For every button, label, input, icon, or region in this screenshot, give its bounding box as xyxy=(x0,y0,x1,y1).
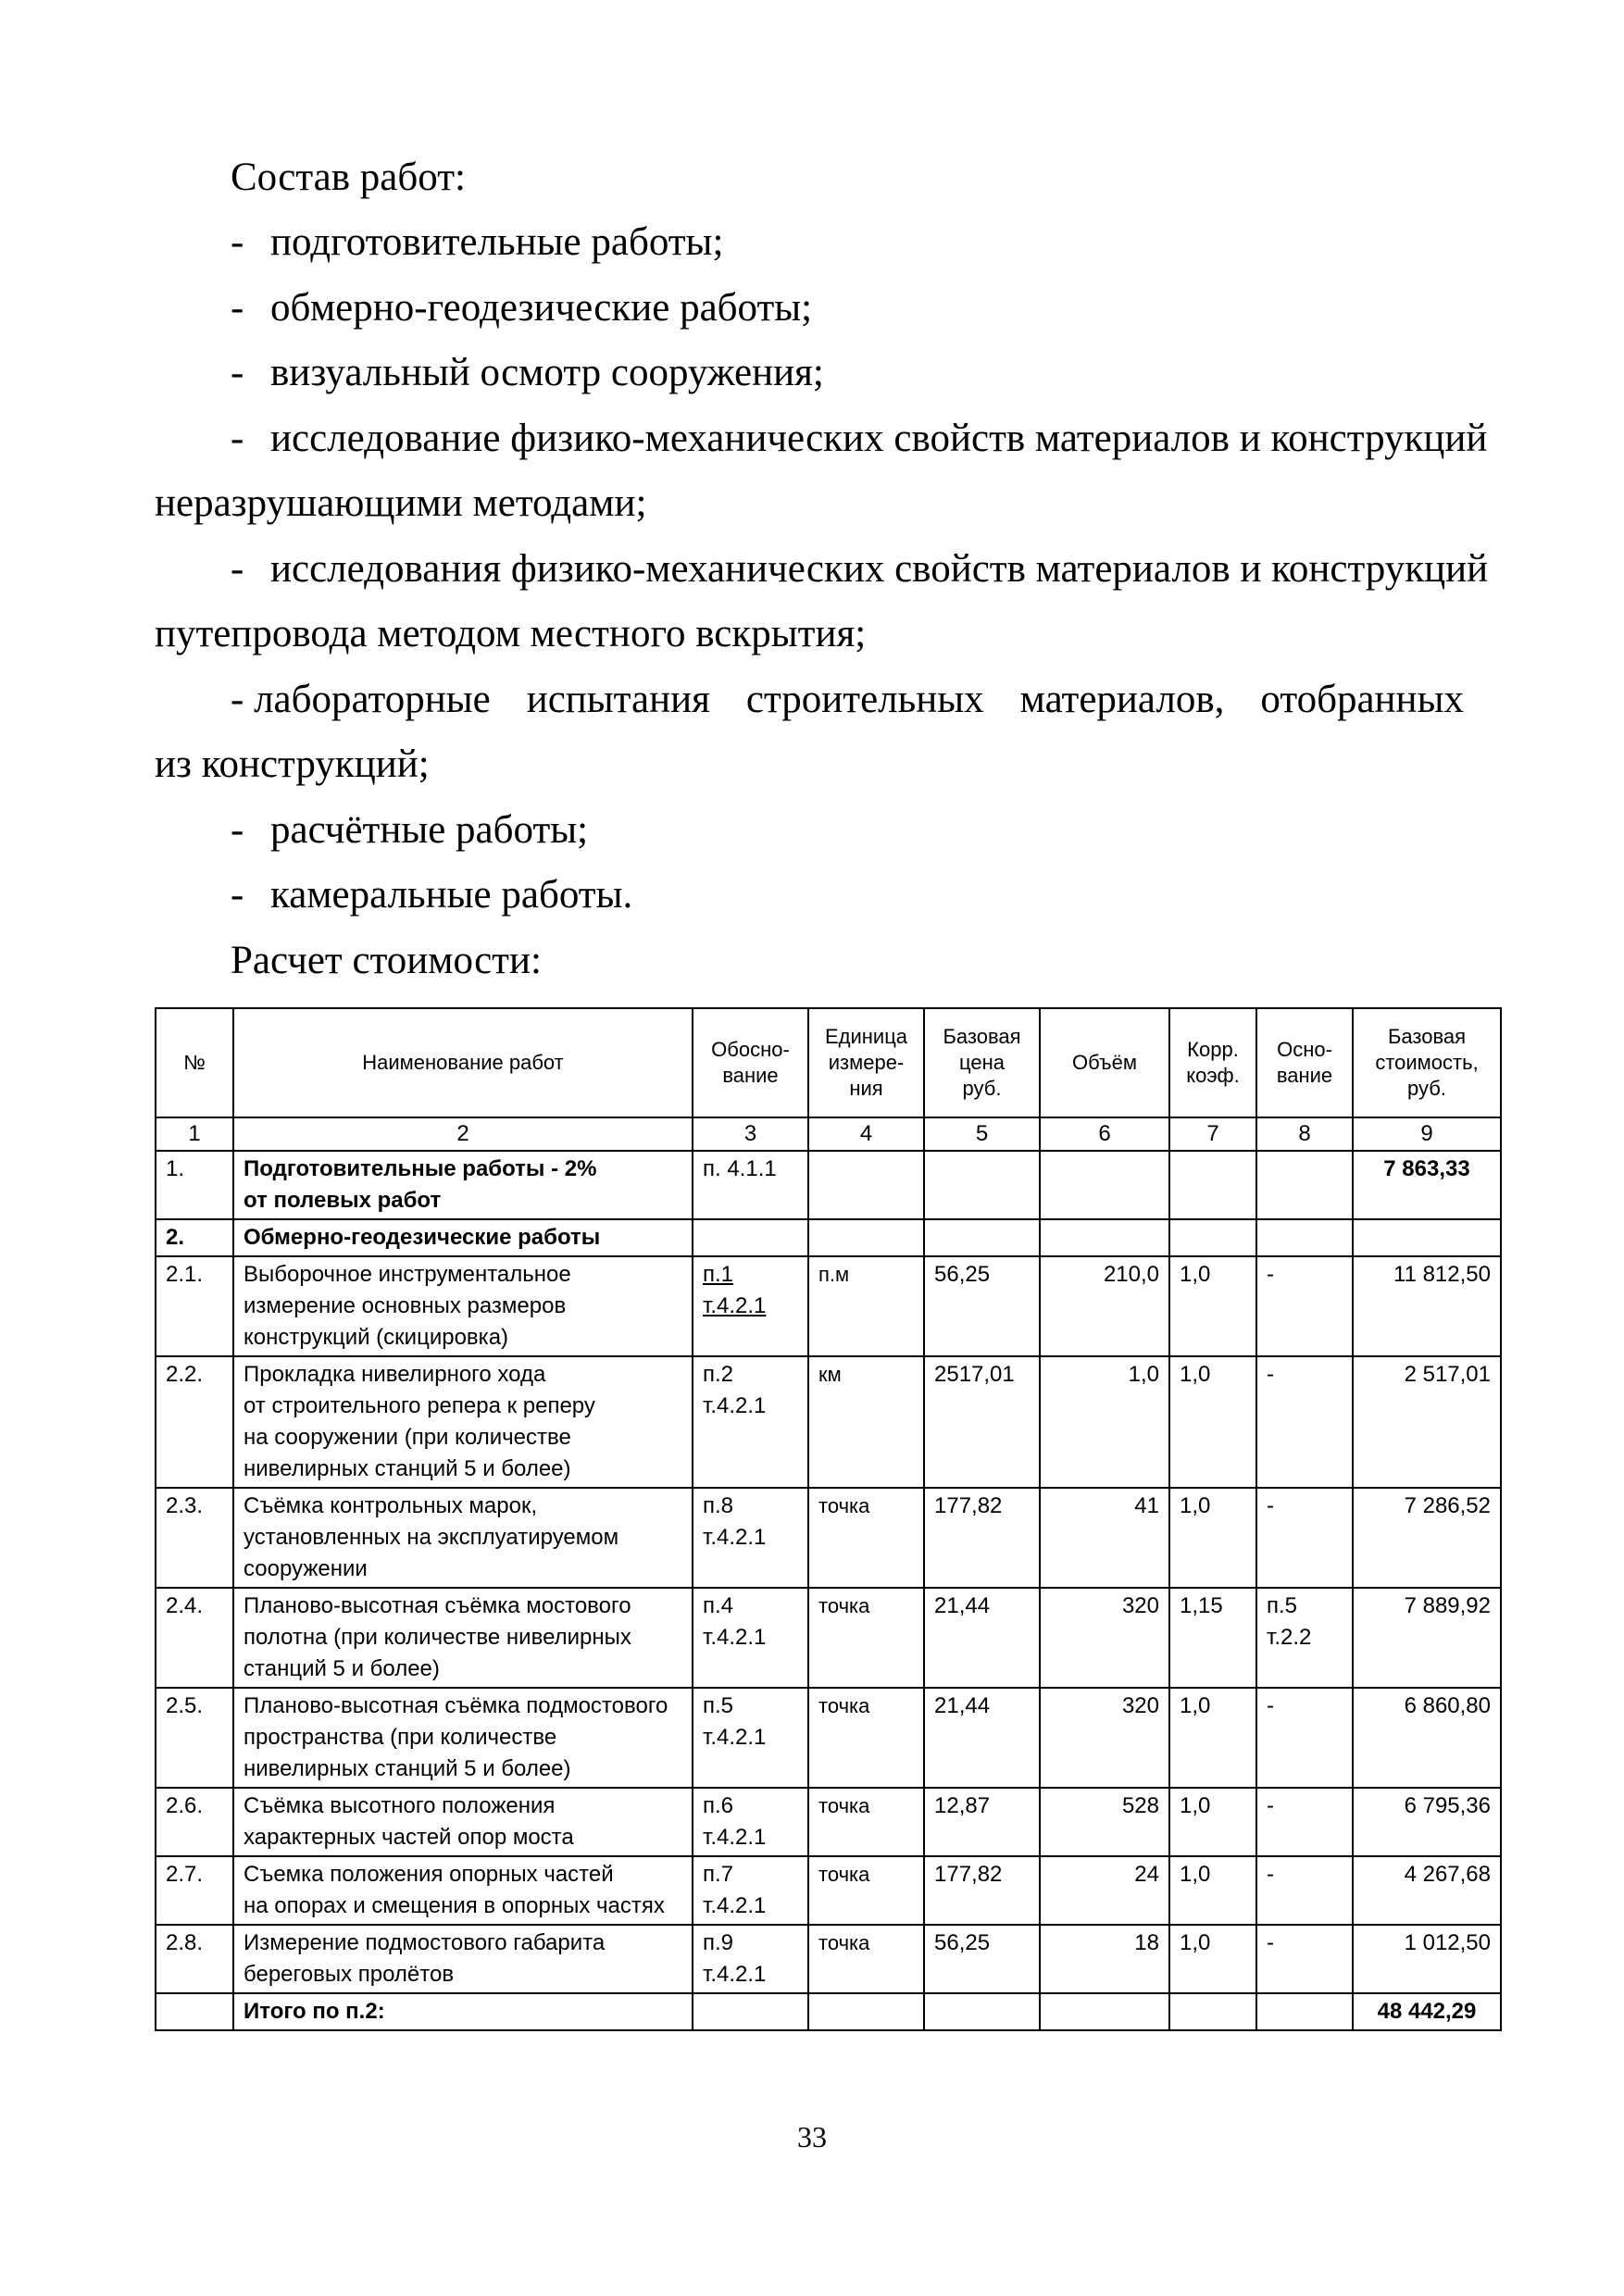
row-coefficient: 1,0 xyxy=(1169,1356,1256,1488)
list-dash: - xyxy=(231,220,244,264)
header-unit xyxy=(808,1008,924,1117)
basis-line: п.5 xyxy=(1267,1593,1298,1618)
row-justification xyxy=(693,1256,808,1356)
header-line: ния xyxy=(849,1077,883,1100)
empty-cell xyxy=(924,1993,1040,2030)
row-name xyxy=(233,1788,693,1856)
table-row xyxy=(156,1688,1501,1788)
list-item-continuation: из конструкций; xyxy=(155,742,430,786)
row-volume: 1,0 xyxy=(1040,1356,1169,1488)
row-justification: п. 4.1.1 xyxy=(693,1151,808,1219)
row-price: 21,44 xyxy=(924,1688,1040,1788)
empty-cell xyxy=(693,1219,808,1256)
row-volume: 320 xyxy=(1040,1588,1169,1688)
row-justification xyxy=(693,1856,808,1925)
row-volume: 41 xyxy=(1040,1488,1169,1588)
name-line: на сооружении (при количестве xyxy=(244,1425,571,1450)
empty-cell xyxy=(808,1219,924,1256)
basis-line: т.2.2 xyxy=(1267,1625,1312,1650)
list-item: расчётные работы; xyxy=(270,808,589,852)
table-row xyxy=(156,1219,1501,1256)
header-line: измере- xyxy=(828,1051,905,1074)
row-volume: 528 xyxy=(1040,1788,1169,1856)
row-volume: 18 xyxy=(1040,1925,1169,1993)
column-number: 9 xyxy=(1353,1117,1501,1151)
total-label: Итого по п.2: xyxy=(233,1993,693,2030)
row-coefficient: 1,0 xyxy=(1169,1856,1256,1925)
row-unit: точка xyxy=(808,1788,924,1856)
row-number: 2.2. xyxy=(156,1356,233,1488)
header-line: Базовая xyxy=(1387,1025,1467,1048)
header-line: вание xyxy=(1276,1064,1333,1087)
header-line: Обосно- xyxy=(711,1038,790,1061)
row-number: 1. xyxy=(156,1151,233,1219)
basis-line: т.4.2.1 xyxy=(703,1393,767,1418)
row-cost: 4 267,68 xyxy=(1353,1856,1501,1925)
row-number: 2.3. xyxy=(156,1488,233,1588)
table-row xyxy=(156,1488,1501,1588)
row-price xyxy=(924,1151,1040,1219)
page-number: 33 xyxy=(797,2120,827,2153)
empty-cell xyxy=(924,1219,1040,1256)
total-value: 48 442,29 xyxy=(1353,1993,1501,2030)
table-row xyxy=(156,1925,1501,1993)
column-number: 6 xyxy=(1040,1117,1169,1151)
name-line: Планово-высотная съёмка мостового xyxy=(244,1593,631,1618)
empty-cell xyxy=(1256,1219,1353,1256)
row-coefficient: 1,0 xyxy=(1169,1925,1256,1993)
row-coefficient: 1,0 xyxy=(1169,1256,1256,1356)
name-line: установленных на эксплуатируемом xyxy=(244,1525,619,1550)
row-basis: - xyxy=(1256,1788,1353,1856)
table-row xyxy=(156,1588,1501,1688)
row-name xyxy=(233,1588,693,1688)
word: строительных xyxy=(745,678,984,721)
column-number: 3 xyxy=(693,1117,808,1151)
cost-calculation-heading: Расчет стоимости: xyxy=(231,939,542,982)
name-line: Планово-высотная съёмка подмостового xyxy=(244,1693,668,1718)
row-basis: - xyxy=(1256,1356,1353,1488)
column-number: 5 xyxy=(924,1117,1040,1151)
row-basis: - xyxy=(1256,1856,1353,1925)
column-number: 8 xyxy=(1256,1117,1353,1151)
row-volume: 210,0 xyxy=(1040,1256,1169,1356)
empty-cell xyxy=(693,1993,808,2030)
name-line: от строительного репера к реперу xyxy=(244,1393,595,1418)
list-item-justified xyxy=(231,680,1464,719)
list-item-continuation: неразрушающими методами; xyxy=(155,481,647,525)
header-base-cost xyxy=(1353,1008,1501,1117)
row-justification xyxy=(693,1356,808,1488)
row-unit: п.м xyxy=(808,1256,924,1356)
table-header-row xyxy=(156,1008,1501,1117)
header-number: № xyxy=(156,1008,233,1117)
column-number: 2 xyxy=(233,1117,693,1151)
basis-line: т.4.2.1 xyxy=(703,1893,767,1918)
empty-cell xyxy=(1040,1219,1169,1256)
header-line: руб. xyxy=(962,1077,1002,1100)
word: отобранных xyxy=(1260,678,1464,721)
row-price: 2517,01 xyxy=(924,1356,1040,1488)
basis-line: п.4 xyxy=(703,1593,734,1618)
list-dash: - xyxy=(231,286,244,330)
row-name xyxy=(233,1925,693,1993)
row-volume: 24 xyxy=(1040,1856,1169,1925)
table-column-numbers-row xyxy=(156,1117,1501,1151)
list-dash: - xyxy=(231,351,244,394)
row-unit: точка xyxy=(808,1856,924,1925)
header-line: Корр. xyxy=(1187,1038,1239,1061)
row-justification xyxy=(693,1688,808,1788)
name-line: нивелирных станций 5 и более) xyxy=(244,1456,571,1481)
table-row xyxy=(156,1856,1501,1925)
name-line: измерение основных размеров xyxy=(244,1293,567,1318)
row-basis: - xyxy=(1256,1688,1353,1788)
empty-cell xyxy=(156,1993,233,2030)
row-number: 2.7. xyxy=(156,1856,233,1925)
row-unit: точка xyxy=(808,1688,924,1788)
row-number: 2.5. xyxy=(156,1688,233,1788)
list-dash: - xyxy=(231,547,244,591)
row-volume xyxy=(1040,1151,1169,1219)
name-line: пространства (при количестве xyxy=(244,1725,557,1750)
header-base-price xyxy=(924,1008,1040,1117)
row-name xyxy=(233,1688,693,1788)
row-cost: 6 795,36 xyxy=(1353,1788,1501,1856)
row-cost: 2 517,01 xyxy=(1353,1356,1501,1488)
row-name xyxy=(233,1151,693,1219)
list-dash: - xyxy=(231,417,244,460)
row-price: 177,82 xyxy=(924,1856,1040,1925)
row-number: 2. xyxy=(156,1219,233,1256)
name-line: Измерение подмостового габарита xyxy=(244,1930,606,1955)
word: - лабораторные xyxy=(231,678,491,721)
row-justification xyxy=(693,1588,808,1688)
name-line: характерных частей опор моста xyxy=(244,1825,574,1850)
name-line: Съёмка высотного положения xyxy=(244,1793,556,1818)
header-basis xyxy=(1256,1008,1353,1117)
row-number: 2.1. xyxy=(156,1256,233,1356)
row-basis xyxy=(1256,1151,1353,1219)
row-basis: - xyxy=(1256,1488,1353,1588)
row-unit: точка xyxy=(808,1925,924,1993)
basis-line: т.4.2.1 xyxy=(703,1962,767,1987)
row-price: 12,87 xyxy=(924,1788,1040,1856)
row-coefficient: 1,0 xyxy=(1169,1488,1256,1588)
basis-line: п.7 xyxy=(703,1862,734,1887)
row-justification xyxy=(693,1925,808,1993)
basis-line: п.9 xyxy=(703,1930,734,1955)
table-total-row xyxy=(156,1993,1501,2030)
header-line: вание xyxy=(722,1064,779,1087)
basis-line: п.6 xyxy=(703,1793,734,1818)
empty-cell xyxy=(1040,1993,1169,2030)
row-unit: км xyxy=(808,1356,924,1488)
header-line: Базовая xyxy=(943,1025,1021,1048)
basis-line: т.4.2.1 xyxy=(703,1525,767,1550)
row-justification xyxy=(693,1488,808,1588)
empty-cell xyxy=(1353,1219,1501,1256)
table-row xyxy=(156,1356,1501,1488)
row-name xyxy=(233,1488,693,1588)
name-line: Прокладка нивелирного хода xyxy=(244,1362,546,1387)
name-line: береговых пролётов xyxy=(244,1962,455,1987)
list-item: подготовительные работы; xyxy=(270,220,724,264)
word: испытания xyxy=(526,678,710,721)
row-justification xyxy=(693,1788,808,1856)
basis-line: п.2 xyxy=(703,1362,734,1387)
row-name xyxy=(233,1256,693,1356)
row-coefficient: 1,0 xyxy=(1169,1788,1256,1856)
row-number: 2.6. xyxy=(156,1788,233,1856)
name-line: Выборочное инструментальное xyxy=(244,1262,571,1287)
empty-cell xyxy=(1169,1219,1256,1256)
basis-line: п.1 xyxy=(703,1262,734,1287)
row-cost: 6 860,80 xyxy=(1353,1688,1501,1788)
name-line: Съемка положения опорных частей xyxy=(244,1862,614,1887)
basis-line: т.4.2.1 xyxy=(703,1293,767,1318)
header-line: Осно- xyxy=(1277,1038,1332,1061)
name-line: на опорах и смещения в опорных частях xyxy=(244,1893,665,1918)
list-item: исследование физико-механических свойств материалов и конструкций xyxy=(270,417,1488,460)
row-unit: точка xyxy=(808,1488,924,1588)
empty-cell xyxy=(808,1993,924,2030)
basis-line: т.4.2.1 xyxy=(703,1725,767,1750)
name-line: от полевых работ xyxy=(244,1188,442,1213)
header-volume: Объём xyxy=(1040,1008,1169,1117)
row-name: Обмерно-геодезические работы xyxy=(233,1219,693,1256)
name-line: нивелирных станций 5 и более) xyxy=(244,1756,571,1781)
name-line: станций 5 и более) xyxy=(244,1656,440,1681)
row-number: 2.4. xyxy=(156,1588,233,1688)
name-line: Съёмка контрольных марок, xyxy=(244,1493,538,1518)
name-line: сооружении xyxy=(244,1556,368,1581)
row-basis: - xyxy=(1256,1925,1353,1993)
row-number: 2.8. xyxy=(156,1925,233,1993)
table-row xyxy=(156,1256,1501,1356)
row-volume: 320 xyxy=(1040,1688,1169,1788)
row-basis: - xyxy=(1256,1256,1353,1356)
row-cost: 7 889,92 xyxy=(1353,1588,1501,1688)
header-line: цена xyxy=(959,1051,1005,1074)
list-item: визуальный осмотр сооружения; xyxy=(270,351,824,394)
empty-cell xyxy=(1256,1993,1353,2030)
name-line: конструкций (скицировка) xyxy=(244,1325,509,1350)
basis-line: т.4.2.1 xyxy=(703,1825,767,1850)
row-coefficient xyxy=(1169,1151,1256,1219)
header-name: Наименование работ xyxy=(233,1008,693,1117)
row-unit xyxy=(808,1151,924,1219)
row-price: 56,25 xyxy=(924,1925,1040,1993)
row-price: 177,82 xyxy=(924,1488,1040,1588)
row-name xyxy=(233,1856,693,1925)
header-line: руб. xyxy=(1407,1077,1446,1100)
row-name xyxy=(233,1356,693,1488)
column-number: 1 xyxy=(156,1117,233,1151)
empty-cell xyxy=(1169,1993,1256,2030)
header-line: стоимость, xyxy=(1375,1051,1479,1074)
row-coefficient: 1,15 xyxy=(1169,1588,1256,1688)
column-number: 7 xyxy=(1169,1117,1256,1151)
basis-line: п.5 xyxy=(703,1693,734,1718)
work-composition-heading: Состав работ: xyxy=(231,156,466,199)
table-row xyxy=(156,1788,1501,1856)
list-dash: - xyxy=(231,808,244,852)
header-line: коэф. xyxy=(1186,1064,1240,1087)
row-unit: точка xyxy=(808,1588,924,1688)
row-coefficient: 1,0 xyxy=(1169,1688,1256,1788)
header-line: Единица xyxy=(824,1025,908,1048)
list-item: исследования физико-механических свойств материалов и конструкций xyxy=(270,547,1489,591)
list-item-continuation: путепровода методом местного вскрытия; xyxy=(155,612,867,655)
header-justification xyxy=(693,1008,808,1117)
row-cost: 1 012,50 xyxy=(1353,1925,1501,1993)
list-item: камеральные работы. xyxy=(270,873,633,917)
row-basis xyxy=(1256,1588,1353,1688)
basis-line: п.8 xyxy=(703,1493,734,1518)
row-cost: 7 286,52 xyxy=(1353,1488,1501,1588)
name-line: полотна (при количестве нивелирных xyxy=(244,1625,631,1650)
row-cost: 11 812,50 xyxy=(1353,1256,1501,1356)
word: материалов, xyxy=(1019,678,1225,721)
cost-table xyxy=(155,1007,1502,2031)
basis-line: т.4.2.1 xyxy=(703,1625,767,1650)
list-item: обмерно-геодезические работы; xyxy=(270,286,813,330)
column-number: 4 xyxy=(808,1117,924,1151)
table-row xyxy=(156,1151,1501,1219)
row-price: 56,25 xyxy=(924,1256,1040,1356)
header-coefficient xyxy=(1169,1008,1256,1117)
list-dash: - xyxy=(231,873,244,917)
name-line: Подготовительные работы - 2% xyxy=(244,1156,597,1181)
row-cost: 7 863,33 xyxy=(1353,1151,1501,1219)
row-price: 21,44 xyxy=(924,1588,1040,1688)
